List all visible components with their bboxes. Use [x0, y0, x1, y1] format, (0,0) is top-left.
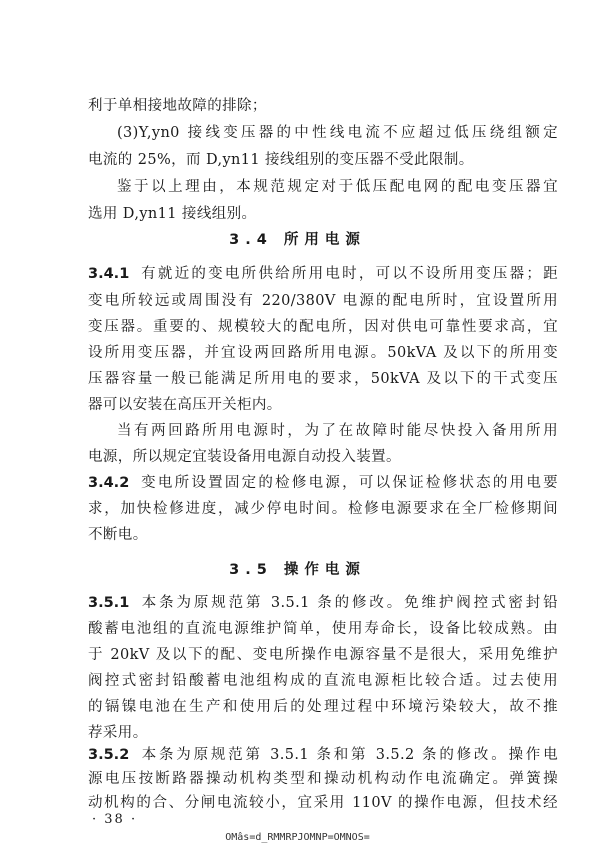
text-line: 当有两回路所用电源时，为了在故障时能尽快投入备用所用: [117, 423, 558, 439]
text-line: 电流的 25%，而 D,yn11 接线组别的变压器不受此限制。: [88, 152, 474, 168]
text-line: 电源，所以规定宜装设备用电源自动投入装置。: [88, 449, 401, 465]
text-line: 鉴于以上理由，本规范规定对于低压配电网的配电变压器宜: [117, 179, 558, 195]
text-line: 于 20kV 及以下的配、变电所操作电源容量不是很大，采用免维护: [88, 647, 558, 663]
text-line: 设所用变压器，并宜设两回路所用电源。50kVA 及以下的所用变: [88, 345, 558, 361]
text-line: (3)Y,yn0 接线变压器的中性线电流不应超过低压绕组额定: [117, 125, 558, 141]
text-line: 压器容量一般已能满足所用电的要求，50kVA 及以下的干式变压: [88, 371, 558, 387]
text-line: 动机构的合、分闸电流较小，宜采用 110V 的操作电源，但技术经: [88, 795, 558, 811]
clause-line: [88, 472, 558, 494]
text-line: 阀控式密封铅酸蓄电池组构成的直流电源柜比较合适。过去使用: [88, 673, 558, 689]
page-number: · 38 ·: [92, 812, 138, 827]
clause-number: 3.4.2: [88, 475, 130, 491]
text-line: 利于单相接地故障的排除；: [88, 98, 267, 114]
clause-number: 3.5.1: [88, 595, 130, 611]
clause-line: [88, 592, 558, 614]
clause-number: 3.4.1: [88, 266, 130, 282]
text-line: 的镉镍电池在生产和使用后的处理过程中环境污染较大，故不推: [88, 699, 558, 715]
text-line: 荐采用。: [88, 725, 148, 741]
clause-number: 3.5.2: [88, 747, 130, 763]
clause-text: 本条为原规范第 3.5.1 条和第 3.5.2 条的修改。操作电: [139, 747, 558, 763]
text-line: 变电所较远或周围没有 220/380V 电源的配电所时，宜设置所用: [88, 293, 558, 309]
text-line: 源电压按断路器操动机构类型和操动机构动作电流确定。弹簧操: [88, 771, 558, 787]
clause-line: [88, 263, 558, 285]
clause-text: 有就近的变电所供给所用电时，可以不设所用变压器；距: [139, 266, 558, 282]
section-heading: 3.5 操作电源: [229, 562, 366, 578]
clause-line: [88, 744, 558, 766]
footer-code: OMâs=d_RMMRPJOMNP=OMNOS=: [225, 832, 370, 843]
text-line: 不断电。: [88, 527, 148, 543]
clause-text: 本条为原规范第 3.5.1 条的修改。免维护阀控式密封铅: [139, 595, 558, 611]
text-line: 变压器。重要的、规模较大的配电所，因对供电可靠性要求高，宜: [88, 319, 558, 335]
clause-text: 变电所设置固定的检修电源，可以保证检修状态的用电要: [139, 475, 558, 491]
text-line: 求，加快检修进度，减少停电时间。检修电源要求在全厂检修期间: [88, 501, 558, 517]
text-line: 选用 D,yn11 接线组别。: [88, 206, 257, 222]
section-heading: 3.4 所用电源: [229, 232, 366, 248]
text-line: 器可以安装在高压开关柜内。: [88, 397, 282, 413]
text-line: 酸蓄电池组的直流电源维护简单，使用寿命长，设备比较成熟。由: [88, 621, 558, 637]
